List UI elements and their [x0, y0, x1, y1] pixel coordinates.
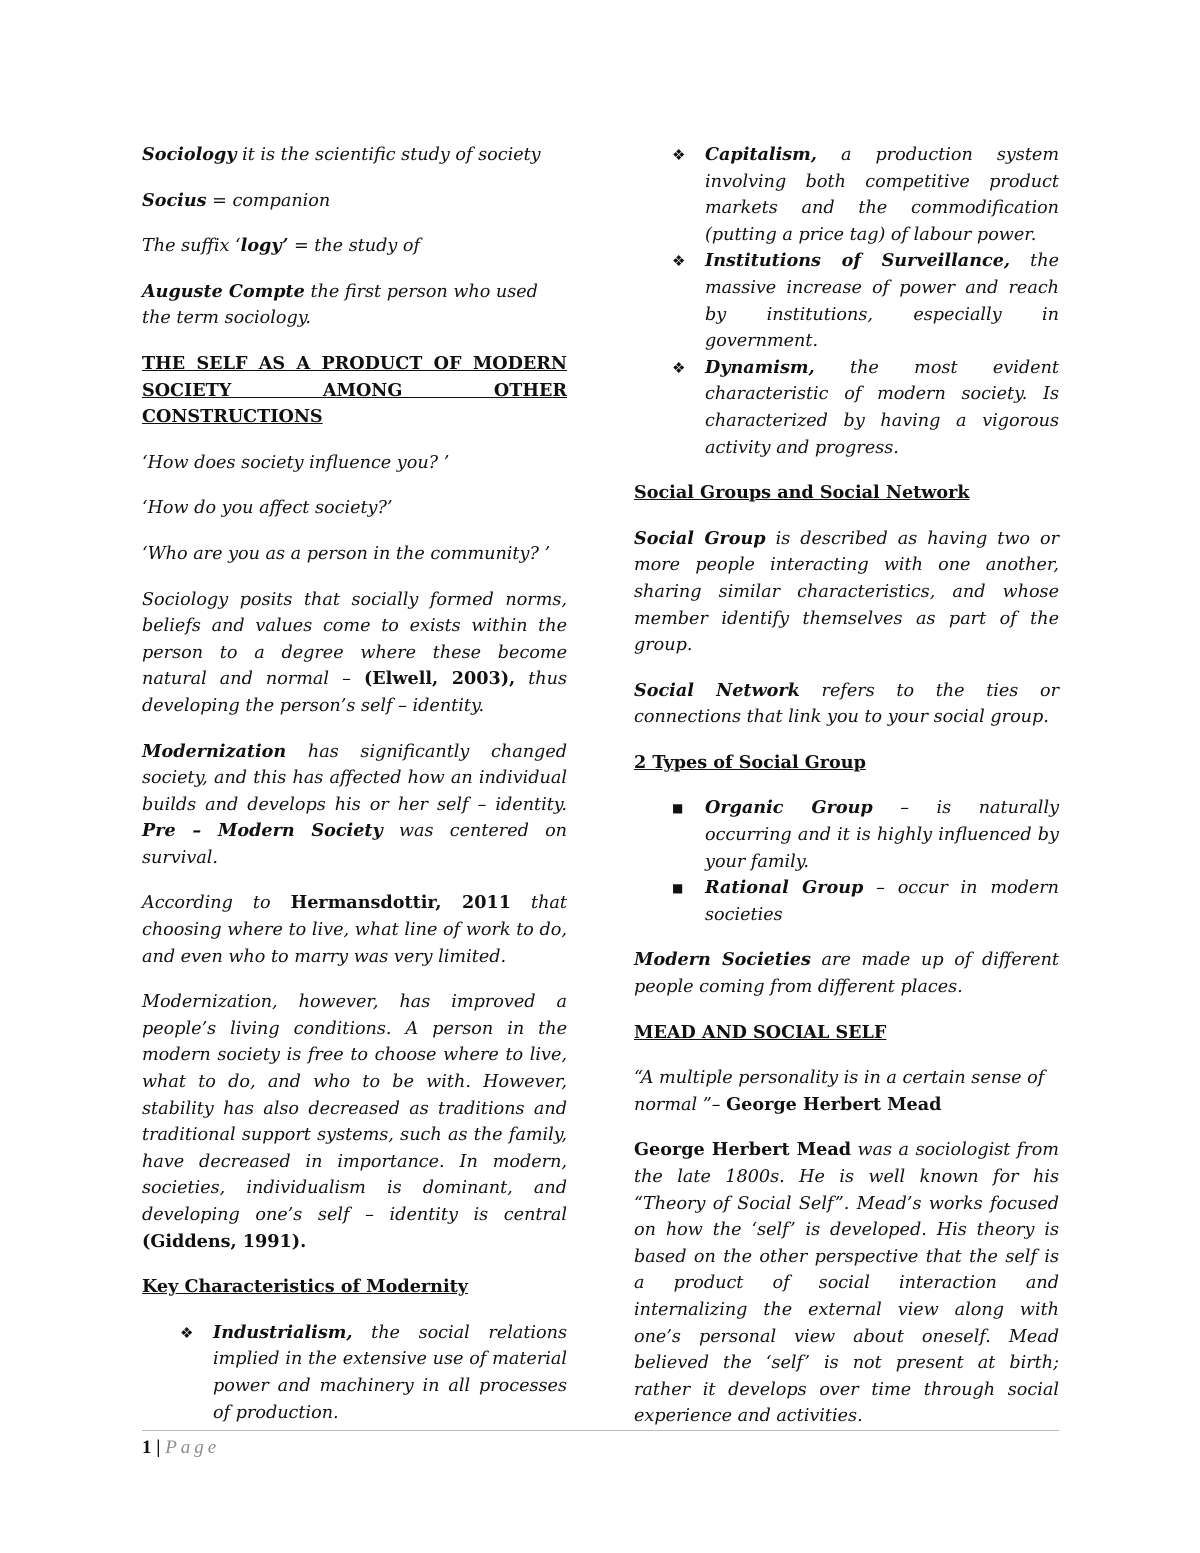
- question-who-are-you: ‘Who are you as a person in the community? ’: [142, 543, 551, 564]
- social-network-paragraph: Social Network refers to the ties or connections that link you to your social group.: [634, 679, 1060, 728]
- question-society-influence: ‘How does society influence you? ’: [142, 452, 450, 473]
- square-bullet-icon: ■: [672, 881, 684, 896]
- diamond-bullet-icon: ❖: [672, 358, 686, 377]
- section-heading-social-groups: Social Groups and Social Network: [634, 482, 970, 504]
- modernization-paragraph: Modernization has significantly changed society, and this has affected how an individual builds and develops his or her self – identity. Pre – Modern Society was centered on survival.: [142, 740, 567, 868]
- list-item: ■ Organic Group – is naturally occurring and it is highly influenced by your family.: [672, 797, 1060, 872]
- hermansdottir-paragraph: According to Hermansdottir, 2011 that choosing where to live, what line of work to do, and even who to marry was very limited.: [142, 892, 567, 967]
- definition-socius: Socius = companion: [142, 189, 331, 211]
- mead-paragraph: George Herbert Mead was a sociologist from the late 1800s. He is well known for his “Theory of Social Self”. Mead’s works focused on how the ‘self’ is developed. His theory is based on the other perspective that the self is a product of social interaction and internalizing the external view along with one’s personal view about oneself. Mead believed the ‘self’ is not present at birth; rather it develops over time through social experience and activities.: [634, 1139, 1059, 1427]
- definition-sociology: Sociology it is the scientific study of society: [142, 144, 541, 165]
- page-footer: [142, 1437, 220, 1459]
- diamond-bullet-icon: ❖: [672, 252, 686, 271]
- square-bullet-icon: ■: [672, 801, 684, 816]
- definition-logy: The suffix ‘logy’ = the study of: [142, 235, 421, 257]
- social-group-types-list: [634, 795, 1059, 928]
- right-column: [634, 142, 1059, 1449]
- page-number: 1 |: [142, 1437, 161, 1458]
- list-item: ❖ Capitalism, a production system involving both competitive product markets and the commodification (putting a price tag) of labour power.: [672, 144, 1059, 245]
- auguste-compte-paragraph: Auguste Compte the first person who used the term sociology.: [142, 280, 538, 329]
- page-label: Page: [165, 1437, 221, 1458]
- modern-societies-paragraph: Modern Societies are made up of different people coming from different places.: [634, 949, 1059, 998]
- question-affect-society: ‘How do you affect society?’: [142, 498, 393, 519]
- list-item: ■ Rational Group – occur in modern societies: [672, 877, 1060, 925]
- footer-divider: [142, 1430, 1059, 1431]
- list-item: ❖ Industrialism, the social relations implied in the extensive use of material power and machinery in all processes of production.: [180, 1321, 567, 1423]
- sociology-posits-paragraph: Sociology posits that socially formed norms, beliefs and values come to exists within the person to a degree where these become natural and normal – (Elwell, 2003), thus developing the person’s self – identity.: [142, 589, 567, 716]
- list-item: ❖ Dynamism, the most evident characteristic of modern society. Is characterized by having a vigorous activity and progress.: [672, 356, 1059, 458]
- diamond-bullet-icon: ❖: [672, 146, 686, 164]
- social-group-paragraph: Social Group is described as having two or more people interacting with one another, sharing similar characteristics, and whose member identify themselves as part of the group.: [634, 527, 1059, 656]
- list-item: ❖ Institutions of Surveillance, the massive increase of power and reach by institutions, especially in government.: [672, 250, 1059, 352]
- section-heading-self-product: THE SELF AS A PRODUCT OF MODERN SOCIETY AMONG OTHER CONSTRUCTIONS: [142, 352, 567, 428]
- mead-quote: “A multiple personality is in a certain sense of normal ”– George Herbert Mead: [634, 1068, 1045, 1115]
- section-heading-types-social-group: 2 Types of Social Group: [634, 751, 866, 773]
- section-heading-mead: MEAD AND SOCIAL SELF: [634, 1021, 887, 1043]
- characteristics-list-left: [142, 1320, 567, 1426]
- characteristics-list-right: [634, 142, 1059, 461]
- modernization-however-paragraph: Modernization, however, has improved a people’s living conditions. A person in the modern society is free to choose where to live, what to do, and who to be with. However, stability has also decreased as traditions and traditional support systems, such as the family, have decreased in importance. In modern, societies, individualism is dominant, and developing one’s self – identity is central (Giddens, 1991).: [142, 992, 567, 1252]
- left-column: [142, 142, 567, 1445]
- diamond-bullet-icon: ❖: [180, 1323, 194, 1342]
- section-heading-key-characteristics: Key Characteristics of Modernity: [142, 1276, 468, 1298]
